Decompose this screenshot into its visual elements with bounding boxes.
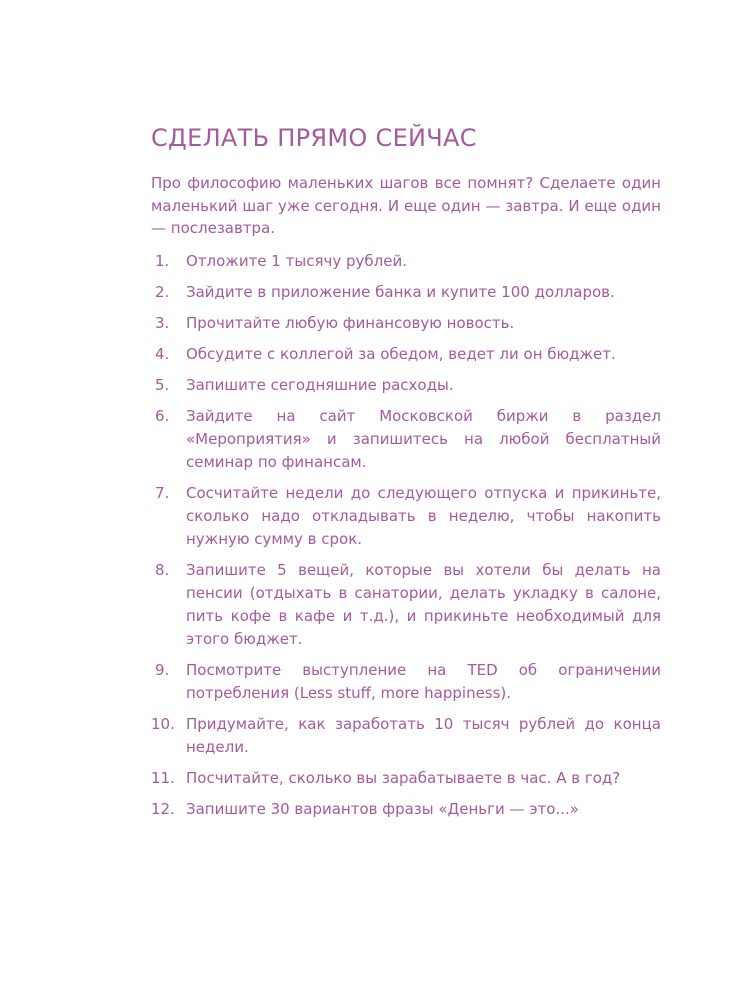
page-title: СДЕЛАТЬ ПРЯМО СЕЙЧАС xyxy=(151,124,477,152)
list-item-number: 6. xyxy=(155,407,170,425)
list-item xyxy=(151,767,661,790)
list-item-text: Запишите 30 вариантов фразы «Деньги — это...» xyxy=(186,800,579,818)
list-item xyxy=(151,713,661,759)
list-item-number: 2. xyxy=(155,283,170,301)
list-item-number: 9. xyxy=(155,661,170,679)
list-item-text: Сосчитайте недели до следующего отпуска и прикиньте, сколько надо откладывать в неделю, чтобы накопить нужную сумму в срок. xyxy=(186,484,661,548)
list-item-number: 1. xyxy=(155,252,170,270)
list-item xyxy=(151,281,661,304)
list-item xyxy=(151,374,661,397)
list-item-text: Зайдите на сайт Московской биржи в раздел «Мероприятия» и запишитесь на любой бесплатный семинар по финансам. xyxy=(186,407,661,471)
list-item-text: Посмотрите выступление на TED об ограничении потребления (Less stuff, more happiness). xyxy=(186,661,661,702)
list-item-number: 5. xyxy=(155,376,170,394)
list-item-number: 4. xyxy=(155,345,170,363)
list-item xyxy=(151,343,661,366)
list-item-text: Зайдите в приложение банка и купите 100 долларов. xyxy=(186,283,615,301)
list-item-number: 10. xyxy=(151,715,175,733)
list-item xyxy=(151,482,661,551)
intro-paragraph: Про философию маленьких шагов все помнят? Сделаете один маленький шаг уже сегодня. И еще один — завтра. И еще один — послезавтра. xyxy=(151,174,661,237)
list-item-text: Обсудите с коллегой за обедом, ведет ли он бюджет. xyxy=(186,345,616,363)
list-item-text: Запишите сегодняшние расходы. xyxy=(186,376,454,394)
list-item xyxy=(151,659,661,705)
list-item xyxy=(151,250,661,273)
list-item-number: 8. xyxy=(155,561,170,579)
list-item-text: Запишите 5 вещей, которые вы хотели бы делать на пенсии (отдыхать в санатории, делать укладку в салоне, пить кофе в кафе и т.д.), и прикиньте необходимый для этого бюджет. xyxy=(186,561,661,648)
list-item xyxy=(151,559,661,651)
list-item-text: Отложите 1 тысячу рублей. xyxy=(186,252,407,270)
list-item-text: Придумайте, как заработать 10 тысяч рублей до конца недели. xyxy=(186,715,661,756)
list-item-number: 12. xyxy=(151,800,175,818)
steps-list xyxy=(151,250,661,829)
list-item-text: Прочитайте любую финансовую новость. xyxy=(186,314,515,332)
list-item xyxy=(151,798,661,821)
list-item-text: Посчитайте, сколько вы зарабатываете в час. А в год? xyxy=(186,769,621,787)
list-item-number: 11. xyxy=(151,769,175,787)
list-item-number: 7. xyxy=(155,484,170,502)
list-item xyxy=(151,405,661,474)
list-item-number: 3. xyxy=(155,314,170,332)
list-item xyxy=(151,312,661,335)
